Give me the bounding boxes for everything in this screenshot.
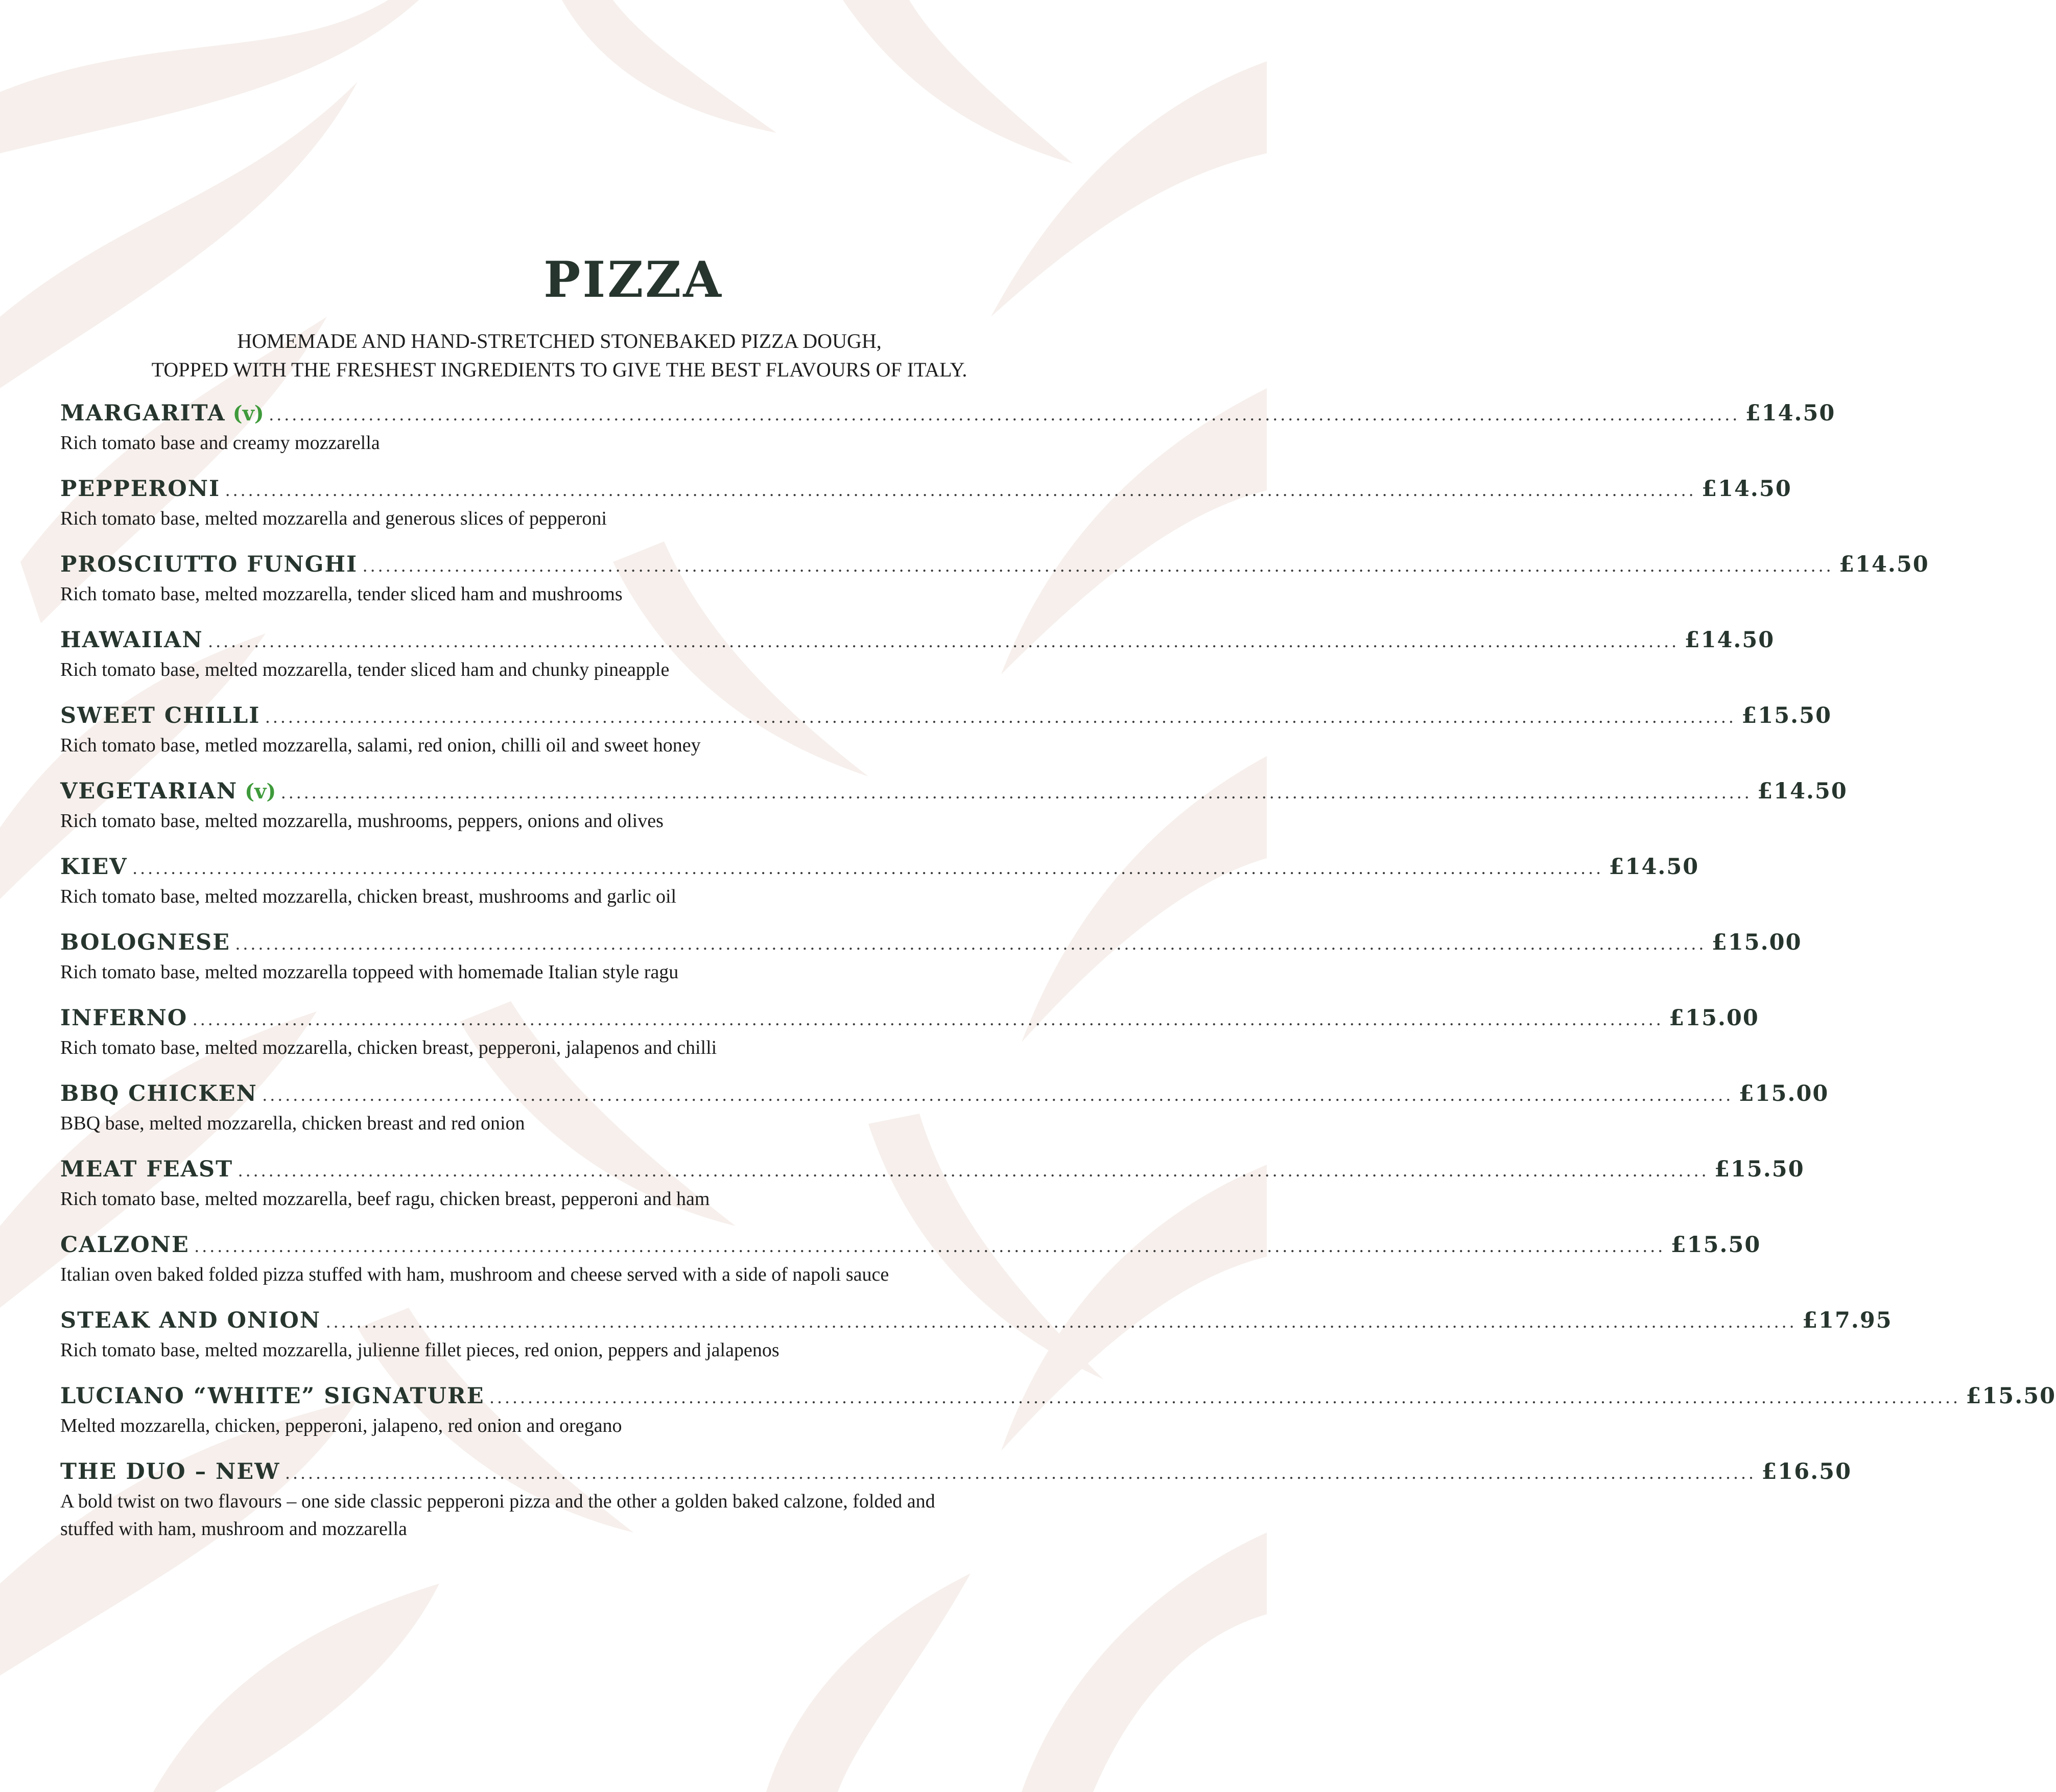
item-description: Rich tomato base, melted mozzarella, julienne fillet pieces, red onion, peppers and jalapenos [60,1339,779,1361]
menu-item [60,1002,1759,1078]
item-price: £14.50 [1757,779,1848,804]
dot-leader: ................................................................................................................................................................................................ [269,404,1740,425]
item-name: INFERNO [60,1005,188,1031]
menu-item [60,1153,1805,1229]
subtitle-line-1: HOMEMADE AND HAND-STRETCHED STONEBAKED PIZZA DOUGH, [237,329,882,352]
item-description: Rich tomato base, melted mozzarella, tender sliced ham and chunky pineapple [60,659,670,680]
item-description: BBQ base, melted mozzarella, chicken breast and red onion [60,1113,525,1134]
menu-item [60,1078,1829,1153]
menu-item [60,700,1832,775]
item-price: £17.95 [1802,1308,1893,1333]
dot-leader: ................................................................................................................................................................................................ [193,1009,1664,1029]
menu-item [60,1456,1852,1563]
item-description: Italian oven baked folded pizza stuffed with ham, mushroom and cheese served with a side of napoli sauce [60,1264,889,1285]
item-price: £15.00 [1669,1005,1759,1031]
dot-leader: ................................................................................................................................................................................................ [489,1387,1961,1407]
item-price: £15.50 [1966,1383,2056,1409]
dot-leader: ................................................................................................................................................................................................ [281,782,1753,803]
dot-leader: ................................................................................................................................................................................................ [132,858,1604,878]
item-description: Rich tomato base, melted mozzarella and generous slices of pepperoni [60,508,607,529]
menu-item [60,1305,1893,1380]
menu-item [60,473,1792,549]
item-price: £15.50 [1714,1157,1805,1182]
vegetarian-badge: (v) [232,402,264,426]
dot-leader: ................................................................................................................................................................................................ [235,933,1707,954]
subtitle-line-2: TOPPED WITH THE FRESHEST INGREDIENTS TO GIVE THE BEST FLAVOURS OF ITALY. [151,358,967,381]
item-description: Rich tomato base, melted mozzarella, tender sliced ham and mushrooms [60,583,623,605]
item-name: PROSCIUTTO FUNGHI [60,552,358,577]
item-price: £14.50 [1745,400,1836,426]
pizza-menu-list [60,397,2056,1563]
dot-leader: ................................................................................................................................................................................................ [225,480,1697,500]
dot-leader: ................................................................................................................................................................................................ [265,706,1737,727]
item-price: £14.50 [1839,552,1929,577]
item-description: A bold twist on two flavours – one side classic pepperoni pizza and the other a golden baked calzone, folded and stuffed with ham, mushroom and mozzarella [60,1491,935,1540]
item-name: MEAT FEAST [60,1157,233,1182]
item-description: Rich tomato base, melted mozzarella toppeed with homemade Italian style ragu [60,961,679,983]
item-price: £14.50 [1701,476,1792,502]
item-name: BOLOGNESE [60,930,230,955]
item-description: Rich tomato base, melted mozzarella, chicken breast, mushrooms and garlic oil [60,886,677,907]
item-name: CALZONE [60,1232,190,1258]
menu-item [60,1229,1761,1305]
item-price: £15.00 [1711,930,1802,955]
item-name: THE DUO – NEW [60,1459,280,1484]
dot-leader: ................................................................................................................................................................................................ [363,555,1834,576]
menu-item [60,549,1929,624]
item-name: STEAK AND ONION [60,1308,321,1333]
item-name: LUCIANO “WHITE” SIGNATURE [60,1383,485,1409]
menu-item [60,624,1775,700]
item-name: PEPPERONI [60,476,221,502]
item-price: £14.50 [1609,854,1699,880]
item-price: £15.50 [1670,1232,1761,1258]
item-name: SWEET CHILLI [60,703,261,728]
menu-item [60,851,1699,927]
item-name: KIEV [60,854,128,880]
menu-item [60,1380,2056,1456]
item-name: VEGETARIAN [60,779,238,804]
item-description: Rich tomato base, metled mozzarella, salami, red onion, chilli oil and sweet honey [60,735,701,756]
menu-item [60,775,1848,851]
dot-leader: ................................................................................................................................................................................................ [238,1160,1710,1181]
vegetarian-badge: (v) [245,780,276,804]
item-name: HAWAIIAN [60,627,203,653]
item-name: BBQ CHICKEN [60,1081,257,1106]
menu-item [60,397,1836,473]
item-price: £16.50 [1761,1459,1852,1484]
page-subtitle [0,327,1119,384]
item-name: MARGARITA [60,400,226,426]
dot-leader: ................................................................................................................................................................................................ [194,1236,1666,1256]
item-price: £15.50 [1741,703,1832,728]
dot-leader: ................................................................................................................................................................................................ [285,1463,1757,1483]
page-title: PIZZA [543,251,723,309]
item-description: Rich tomato base and creamy mozzarella [60,432,380,454]
item-description: Rich tomato base, melted mozzarella, chicken breast, pepperoni, jalapenos and chilli [60,1037,717,1058]
dot-leader: ................................................................................................................................................................................................ [262,1084,1734,1105]
menu-item [60,927,1802,1002]
item-description: Rich tomato base, melted mozzarella, beef ragu, chicken breast, pepperoni and ham [60,1188,710,1210]
item-description: Melted mozzarella, chicken, pepperoni, jalapeno, red onion and oregano [60,1415,622,1436]
dot-leader: ................................................................................................................................................................................................ [326,1311,1798,1332]
item-price: £15.00 [1738,1081,1829,1106]
item-description: Rich tomato base, melted mozzarella, mushrooms, peppers, onions and olives [60,810,664,832]
item-price: £14.50 [1684,627,1775,653]
dot-leader: ................................................................................................................................................................................................ [208,631,1680,651]
